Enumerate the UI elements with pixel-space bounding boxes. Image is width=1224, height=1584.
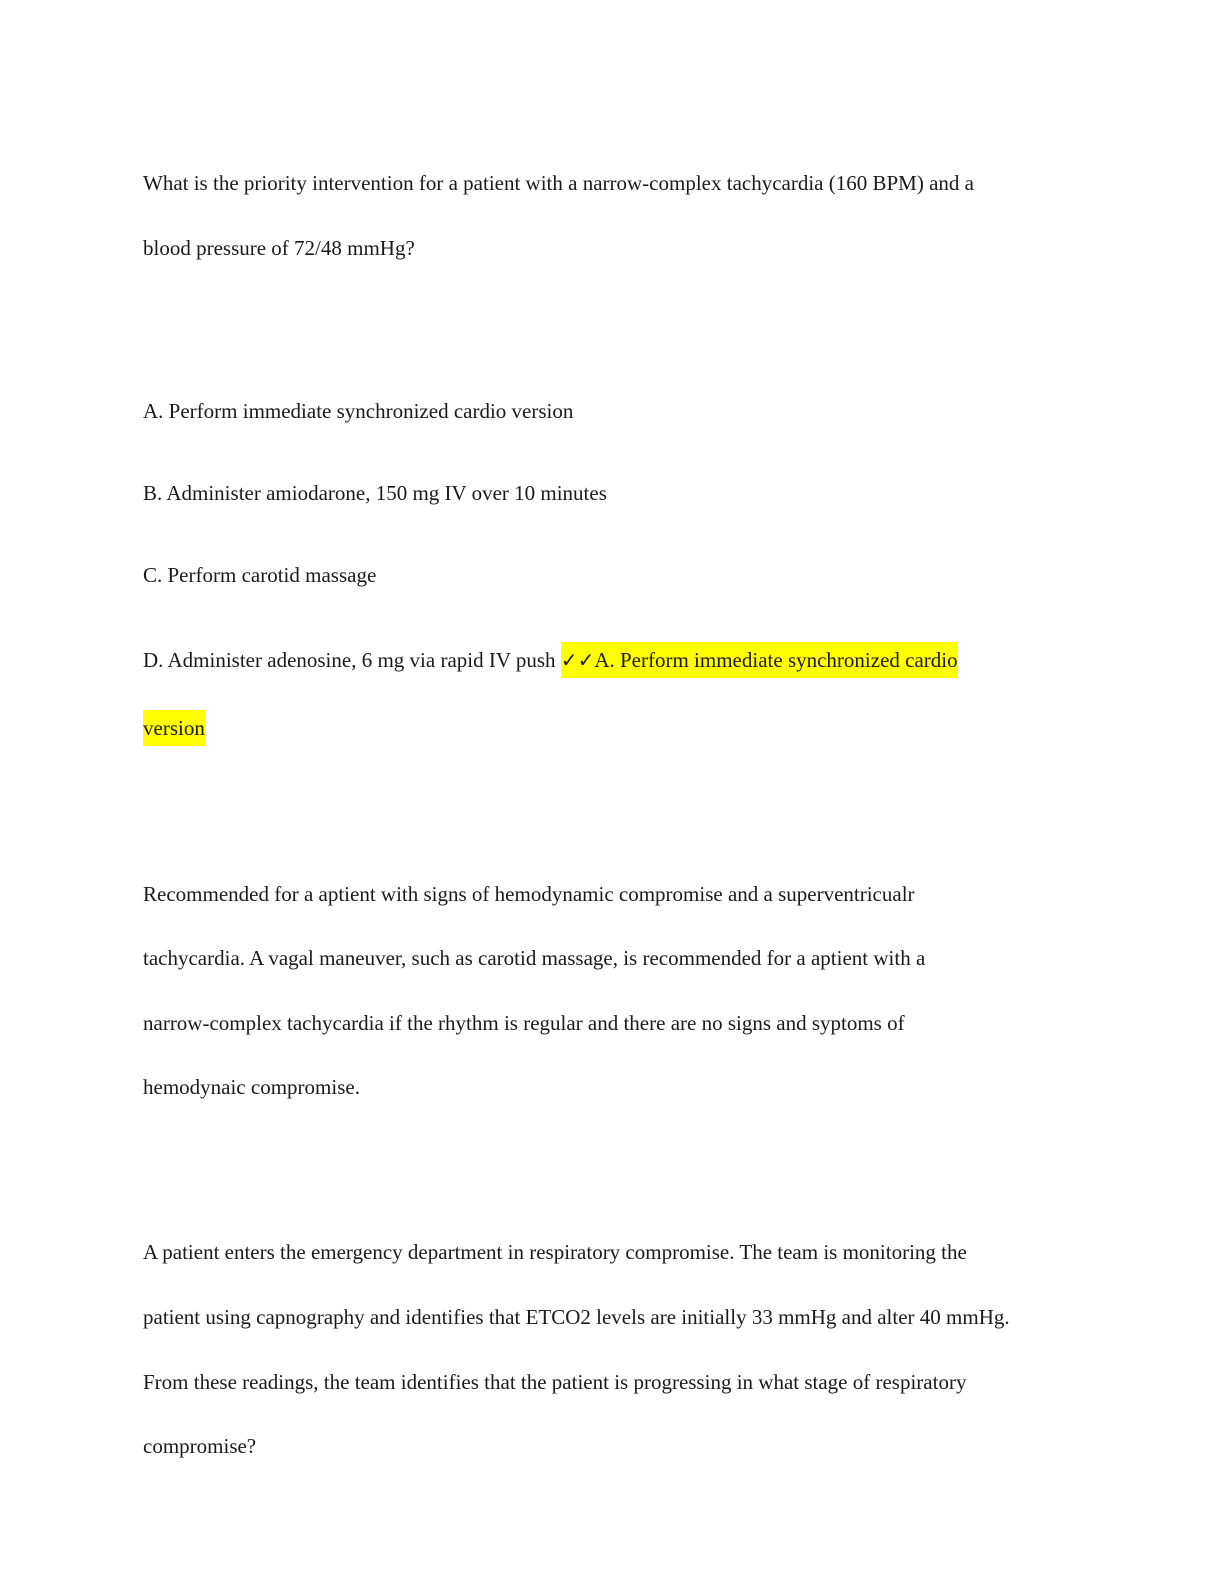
answer-line-2-wrapper [143,714,205,742]
option-d: D. Administer adenosine, 6 mg via rapid IV push [143,648,556,672]
question2-stem-line-2: patient using capnography and identifies that ETCO2 levels are initially 33 mmHg and alter 40 mmHg. [143,1305,1010,1329]
question2-stem-line-3: From these readings, the team identifies that the patient is progressing in what stage of respiratory [143,1370,967,1394]
option-d-line [143,646,958,674]
answer-text-line-2: version [143,710,205,746]
option-a: A. Perform immediate synchronized cardio version [143,399,574,423]
question1-stem-line-1: What is the priority intervention for a patient with a narrow-complex tachycardia (160 BPM) and a [143,171,974,195]
rationale-line-1: Recommended for a aptient with signs of hemodynamic compromise and a superventricualr [143,882,915,906]
checkmark-icon: ✓✓ [560,648,595,672]
answer-highlight [561,642,958,678]
question2-stem-line-4: compromise? [143,1434,257,1458]
rationale-line-2: tachycardia. A vagal maneuver, such as carotid massage, is recommended for a aptient with a [143,946,926,970]
rationale-line-3: narrow-complex tachycardia if the rhythm is regular and there are no signs and syptoms of [143,1011,905,1035]
option-b: B. Administer amiodarone, 150 mg IV over 10 minutes [143,481,607,505]
answer-text-line-1: A. Perform immediate synchronized cardio [594,648,958,672]
rationale-line-4: hemodynaic compromise. [143,1075,360,1099]
question2-stem-line-1: A patient enters the emergency department in respiratory compromise. The team is monitoring the [143,1240,967,1264]
question1-stem-line-2: blood pressure of 72/48 mmHg? [143,236,415,260]
option-c: C. Perform carotid massage [143,563,377,587]
